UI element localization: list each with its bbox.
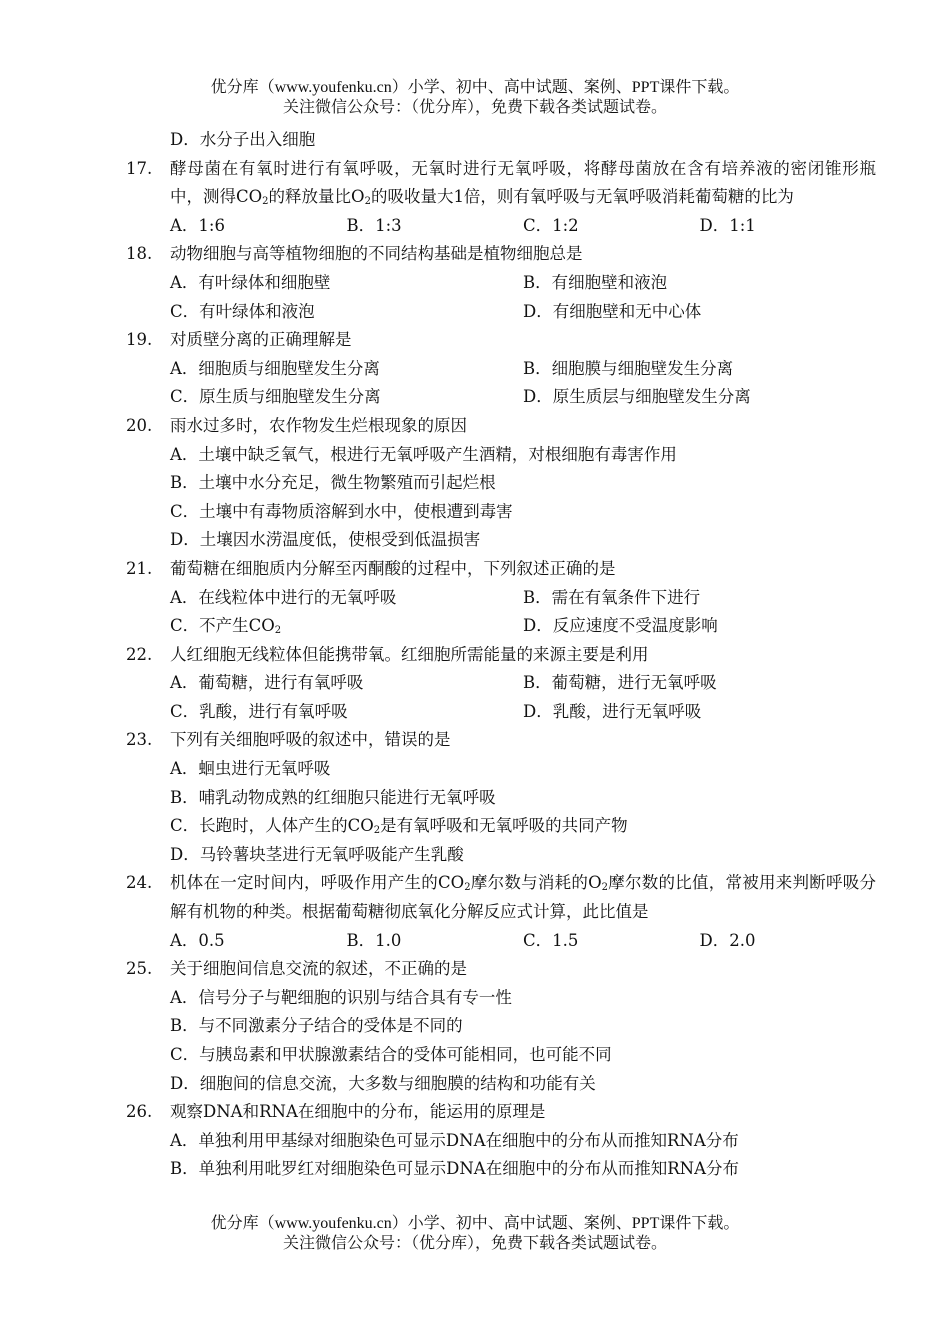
question-stem: 雨水过多时，农作物发生烂根现象的原因 xyxy=(170,415,467,435)
option-b: B．与不同激素分子结合的受体是不同的 xyxy=(170,1016,463,1036)
question-22 xyxy=(126,641,876,727)
question-stem: 下列有关细胞呼吸的叙述中，错误的是 xyxy=(170,730,451,750)
question-24 xyxy=(126,869,876,955)
option-d: D．有细胞壁和无中心体 xyxy=(523,301,702,321)
option-d: D．反应速度不受温度影响 xyxy=(523,616,718,636)
option-a: A．信号分子与靶细胞的识别与结合具有专一性 xyxy=(170,987,512,1007)
question-number: 23. xyxy=(126,730,153,750)
option-c: C．1.5 xyxy=(523,930,579,950)
option-a: A．细胞质与细胞壁发生分离 xyxy=(170,358,380,378)
option-b: B．葡萄糖，进行无氧呼吸 xyxy=(523,673,717,693)
question-number: 22. xyxy=(126,644,153,664)
option-c: C．土壤中有毒物质溶解到水中，使根遭到毒害 xyxy=(170,501,513,521)
question-stem: 观察DNA和RNA在细胞中的分布，能运用的原理是 xyxy=(170,1102,546,1122)
option-d: D．土壤因水涝温度低，使根受到低温损害 xyxy=(170,530,481,550)
option-a: A．1:6 xyxy=(170,215,225,235)
question-stem: 对质壁分离的正确理解是 xyxy=(170,330,352,350)
option-b: B．需在有氧条件下进行 xyxy=(523,587,701,607)
question-number: 20. xyxy=(126,415,153,435)
question-stem: 动物细胞与高等植物细胞的不同结构基础是植物细胞总是 xyxy=(170,244,583,264)
option-d: D．1:1 xyxy=(699,215,756,235)
option-c: C．1:2 xyxy=(523,215,579,235)
option-d: D．乳酸，进行无氧呼吸 xyxy=(523,701,702,721)
question-stem: 酵母菌在有氧时进行有氧呼吸，无氧时进行无氧呼吸，将酵母菌放在含有培养液的密闭锥形瓶中，测得$CO_2$的释放量比$O_2$的吸收量大1倍，则有氧呼吸与无氧呼吸消耗葡萄糖的比为 xyxy=(170,158,876,208)
header-line-2: 关注微信公众号：（优分库），免费下载各类试题试卷。 xyxy=(282,99,667,116)
option-d: D．马铃薯块茎进行无氧呼吸能产生乳酸 xyxy=(170,844,464,864)
option-c: C．与胰岛素和甲状腺激素结合的受体可能相同，也可能不同 xyxy=(170,1045,612,1064)
option-c: C．长跑时，人体产生的$CO_2$是有氧呼吸和无氧呼吸的共同产物 xyxy=(170,816,628,837)
option-c: C．乳酸，进行有氧呼吸 xyxy=(170,701,348,721)
question-20 xyxy=(126,412,876,555)
footer-line-1: 优分库（www.youfenku.cn）小学、初中、高中试题、案例、PPT课件下载。 xyxy=(210,1215,740,1232)
question-21 xyxy=(126,555,876,641)
question-25 xyxy=(126,955,876,1098)
page-header xyxy=(0,78,950,118)
option-a: A．单独利用甲基绿对细胞染色可显示DNA在细胞中的分布从而推知RNA分布 xyxy=(170,1130,739,1150)
question-stem: 关于细胞间信息交流的叙述，不正确的是 xyxy=(170,959,467,979)
question-number: 18. xyxy=(126,244,153,264)
option-b: B．有细胞壁和液泡 xyxy=(523,272,668,292)
option-d: D．细胞间的信息交流，大多数与细胞膜的结构和功能有关 xyxy=(170,1073,596,1093)
question-26 xyxy=(126,1098,876,1184)
question-number: 24. xyxy=(126,873,153,893)
option-a: A．0.5 xyxy=(170,930,225,950)
question-number: 17. xyxy=(126,158,153,178)
page-footer xyxy=(0,1214,950,1254)
option-c: C．原生质与细胞壁发生分离 xyxy=(170,387,381,407)
question-number: 19. xyxy=(126,330,153,350)
option-c: C．有叶绿体和液泡 xyxy=(170,301,315,321)
carryover-option: D．水分子出入细胞 xyxy=(170,130,316,149)
option-b: B．1:3 xyxy=(346,215,402,235)
option-b: B．细胞膜与细胞壁发生分离 xyxy=(523,358,734,378)
question-18 xyxy=(126,240,876,326)
footer-line-2: 关注微信公众号：（优分库），免费下载各类试题试卷。 xyxy=(282,1235,667,1252)
question-19 xyxy=(126,326,876,412)
option-a: A．有叶绿体和细胞壁 xyxy=(170,272,331,292)
option-b: B．1.0 xyxy=(346,930,402,950)
question-stem: 人红细胞无线粒体但能携带氧。红细胞所需能量的来源主要是利用 xyxy=(170,644,649,664)
option-b: B．单独利用吡罗红对细胞染色可显示DNA在细胞中的分布从而推知RNA分布 xyxy=(170,1159,739,1179)
option-a: A．在线粒体中进行的无氧呼吸 xyxy=(170,587,397,607)
question-17 xyxy=(126,155,876,241)
option-b: B．哺乳动物成熟的红细胞只能进行无氧呼吸 xyxy=(170,787,496,807)
question-number: 26. xyxy=(126,1102,153,1122)
question-23 xyxy=(126,726,876,869)
question-list xyxy=(126,126,876,1184)
header-line-1: 优分库（www.youfenku.cn）小学、初中、高中试题、案例、PPT课件下载。 xyxy=(210,79,740,96)
question-stem: 机体在一定时间内，呼吸作用产生的$CO_2$摩尔数与消耗的$O_2$摩尔数的比值，常被用来判断呼吸分解有机物的种类。根据葡萄糖彻底氧化分解反应式计算，此比值是 xyxy=(170,873,877,922)
question-number: 25. xyxy=(126,959,153,979)
option-b: B．土壤中水分充足，微生物繁殖而引起烂根 xyxy=(170,473,496,493)
question-number: 21. xyxy=(126,558,153,578)
option-d: D．原生质层与细胞壁发生分离 xyxy=(523,387,751,407)
question-stem: 葡萄糖在细胞质内分解至丙酮酸的过程中，下列叙述正确的是 xyxy=(170,558,616,578)
option-a: A．葡萄糖，进行有氧呼吸 xyxy=(170,673,364,693)
option-a: A．土壤中缺乏氧气，根进行无氧呼吸产生酒精，对根细胞有毒害作用 xyxy=(170,444,677,464)
option-d: D．2.0 xyxy=(699,930,756,950)
option-a: A．蛔虫进行无氧呼吸 xyxy=(170,759,331,779)
option-c: C．不产生$CO_2$ xyxy=(170,616,282,637)
